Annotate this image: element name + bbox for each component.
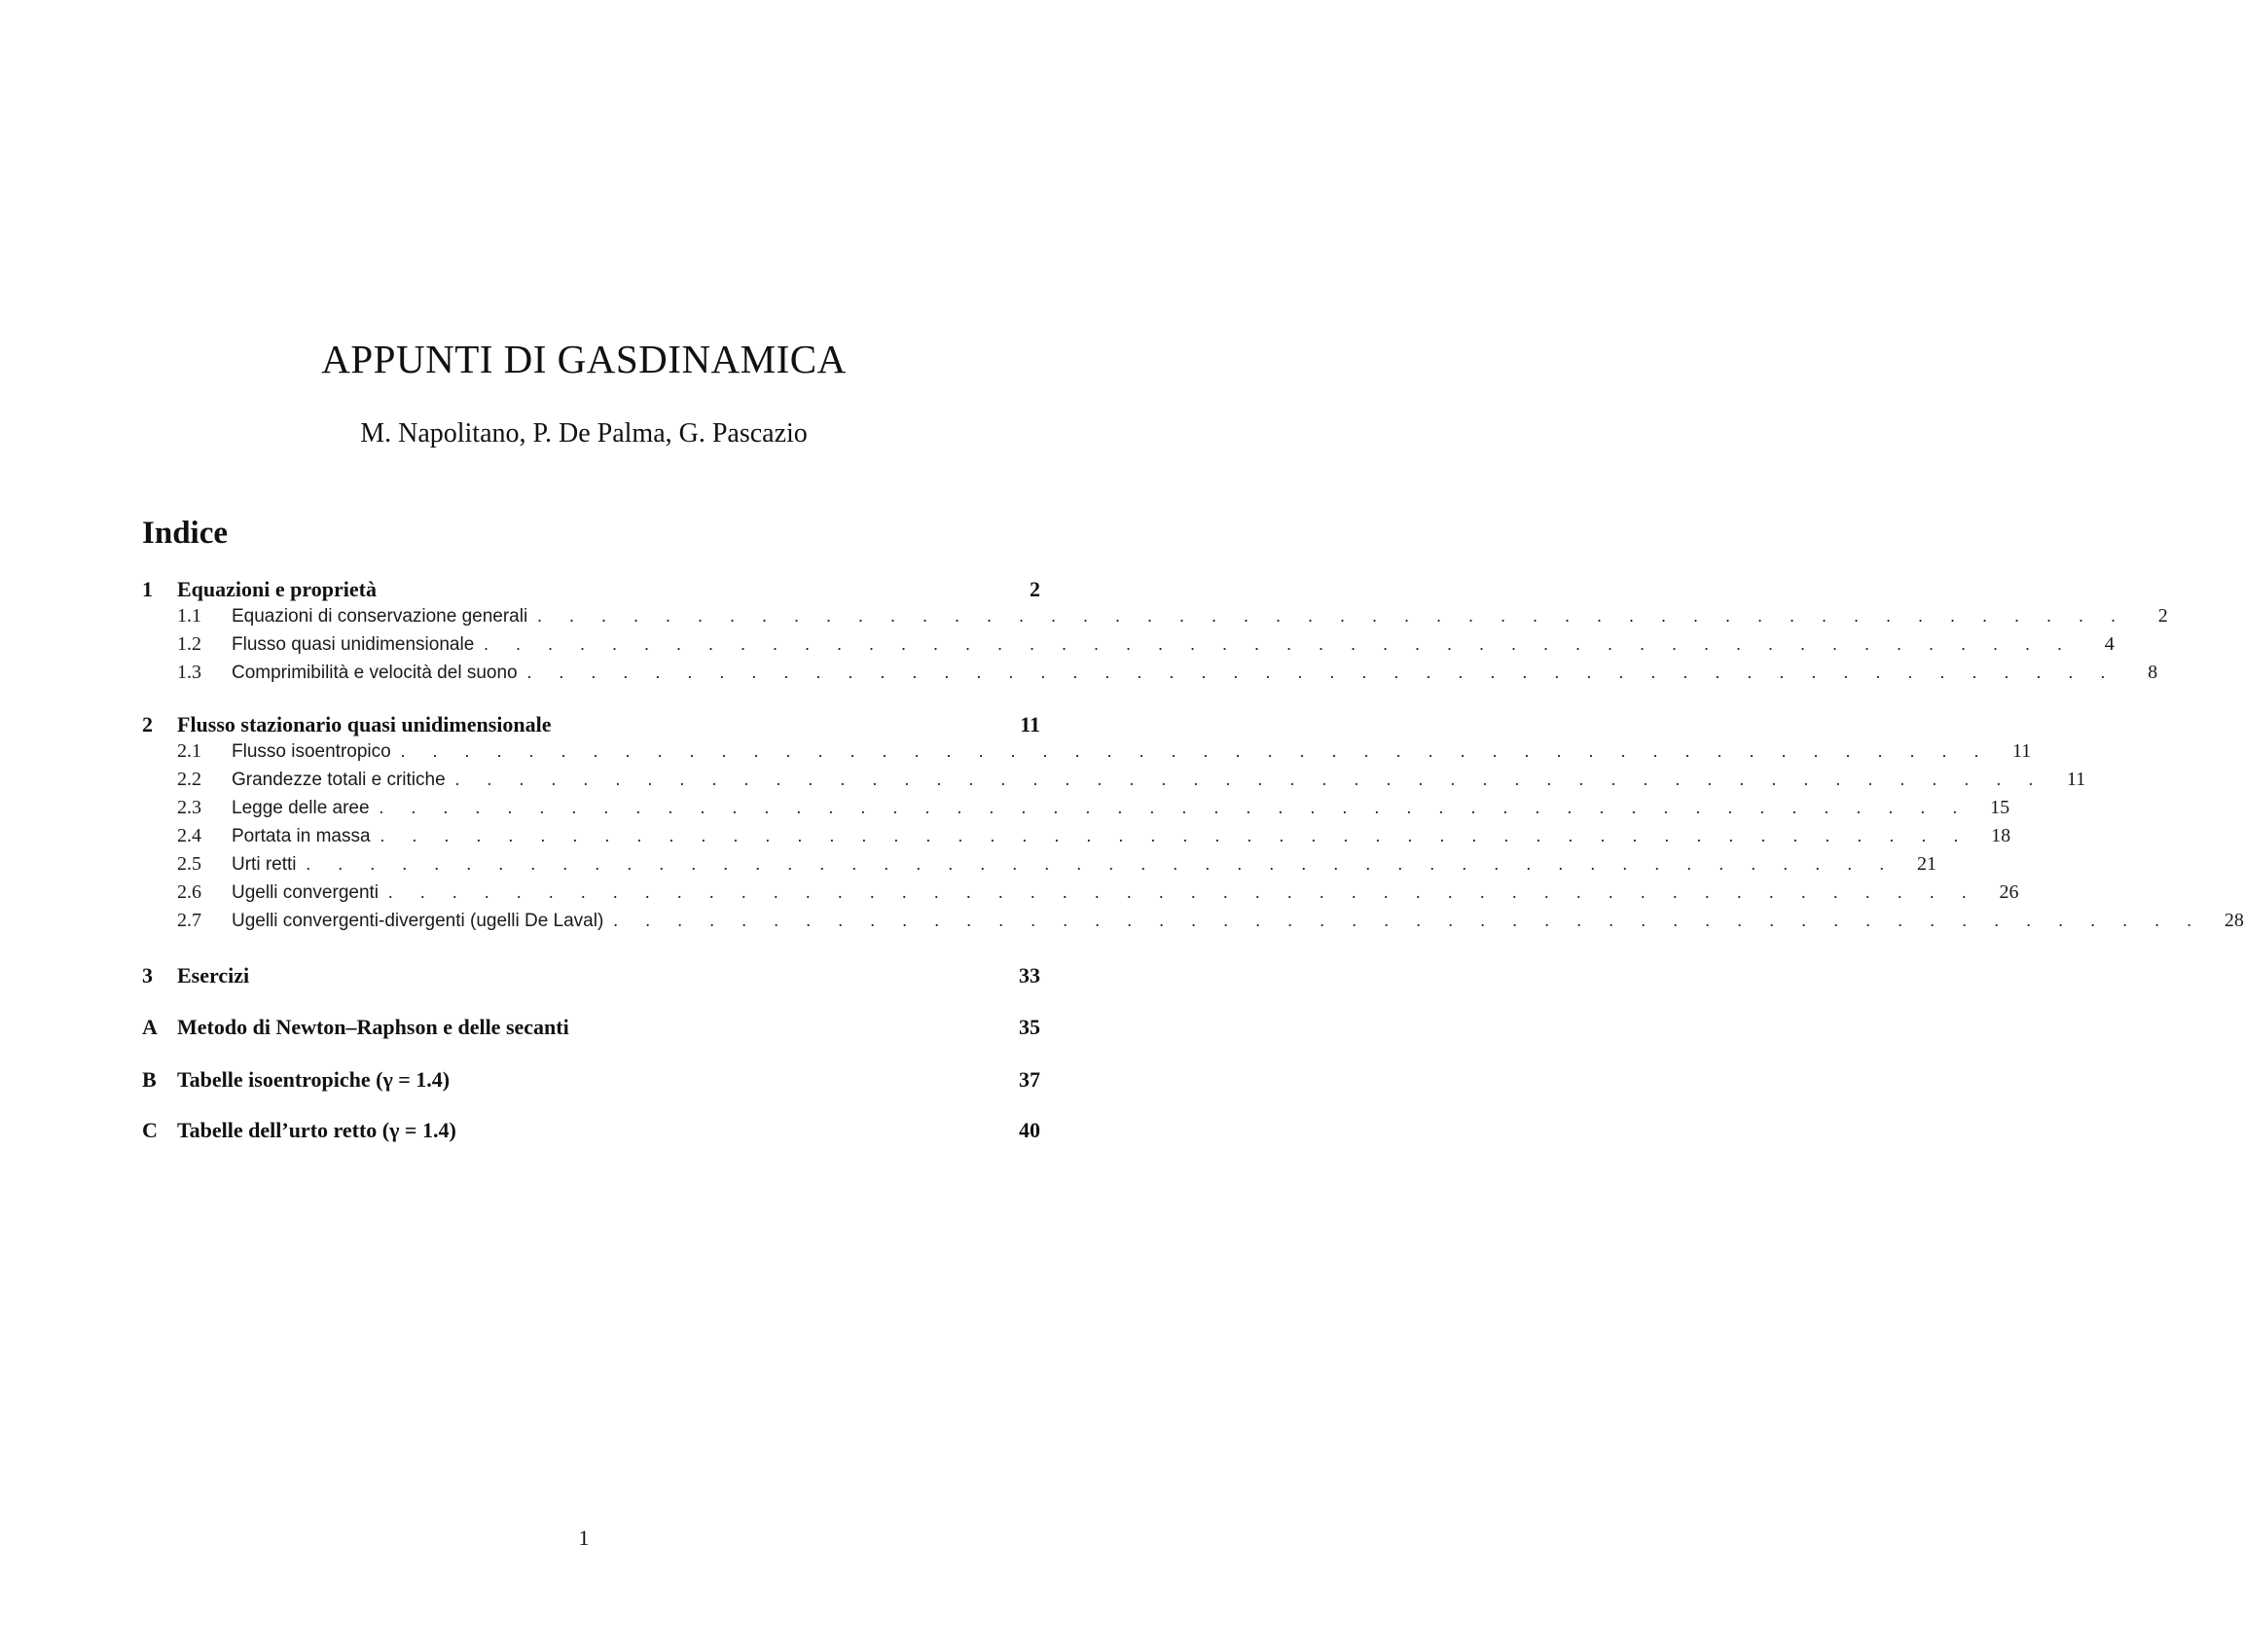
toc-section-title: Grandezze totali e critiche	[232, 770, 446, 790]
toc-section-number: 2.1	[177, 740, 201, 762]
toc-leader-dots: . . . . . . . . . . . . . . . . . . . . . . . . . . . . . . . . . . . . . . . . . . . . . . . . . .	[380, 826, 1971, 845]
toc-section-page: 4	[2104, 633, 2115, 655]
toc-section-entry[interactable]	[142, 797, 2010, 826]
toc-section-title: Flusso isoentropico	[232, 741, 391, 762]
toc-section-title: Equazioni di conservazione generali	[232, 606, 528, 627]
toc-section-title: Urti retti	[232, 854, 297, 875]
toc-heading: Indice	[142, 516, 229, 551]
toc-section-number: 1.2	[177, 633, 201, 655]
toc-chapter-entry[interactable]	[142, 1118, 1040, 1147]
document-title: APPUNTI DI GASDINAMICA	[321, 337, 847, 381]
toc-chapter-title: Flusso stazionario quasi unidimensionale	[177, 712, 552, 736]
toc-chapter-entry[interactable]	[142, 712, 1040, 741]
toc-section-page: 11	[2066, 769, 2086, 790]
toc-chapter-page: 40	[1019, 1118, 1040, 1142]
toc-chapter-title: Esercizi	[177, 963, 250, 988]
toc-section-number: 2.2	[177, 769, 201, 790]
toc-section-title: Ugelli convergenti	[232, 882, 380, 903]
toc-chapter-page: 35	[1019, 1015, 1040, 1039]
toc-section-title: Ugelli convergenti-divergenti (ugelli De Laval)	[232, 911, 604, 931]
toc-leader-dots: . . . . . . . . . . . . . . . . . . . . . . . . . . . . . . . . . . . . . . . . . . . . . . . . . .	[379, 798, 1970, 817]
toc-section-entry[interactable]	[142, 825, 2011, 854]
toc-section-page: 11	[2011, 740, 2032, 762]
toc-chapter-page: 11	[1020, 712, 1040, 736]
toc-section-title: Comprimibilità e velocità del suono	[232, 663, 518, 683]
toc-chapter-entry[interactable]	[142, 577, 1040, 606]
toc-section-number: 1.3	[177, 662, 201, 683]
toc-section-page: 18	[1991, 825, 2011, 846]
toc-leader-dots: . . . . . . . . . . . . . . . . . . . . . . . . . . . . . . . . . . . . . . . . . . . . . . . . . .	[537, 606, 2127, 626]
toc-chapter-entry[interactable]	[142, 963, 1040, 992]
toc-section-entry[interactable]	[142, 769, 2086, 798]
toc-section-number: 1.1	[177, 605, 201, 627]
toc-section-number: 2.7	[177, 910, 201, 931]
toc-chapter-title: Tabelle isoentropiche (γ = 1.4)	[177, 1067, 451, 1092]
toc-leader-dots: . . . . . . . . . . . . . . . . . . . . . . . . . . . . . . . . . . . . . . . . . . . . . . . . . .	[526, 663, 2117, 682]
toc-chapter-entry[interactable]	[142, 1015, 1040, 1044]
toc-chapter-title: Equazioni e proprietà	[177, 577, 377, 601]
toc-section-entry[interactable]	[142, 605, 2168, 634]
page-number: 1	[578, 1526, 590, 1550]
toc-section-number: 2.6	[177, 881, 201, 903]
toc-leader-dots: . . . . . . . . . . . . . . . . . . . . . . . . . . . . . . . . . . . . . . . . . . . . . . . . . .	[306, 854, 1896, 874]
document-authors: M. Napolitano, P. De Palma, G. Pascazio	[360, 418, 808, 449]
toc-chapter-number: A	[142, 1015, 158, 1039]
toc-section-page: 8	[2148, 662, 2158, 683]
toc-chapter-number: B	[142, 1067, 157, 1092]
toc-section-entry[interactable]	[142, 881, 2019, 911]
toc-chapter-entry[interactable]	[142, 1067, 1040, 1096]
toc-section-page: 15	[1990, 797, 2010, 818]
toc-section-entry[interactable]	[142, 910, 2244, 939]
toc-chapter-page: 2	[1030, 577, 1040, 601]
toc-chapter-number: 2	[142, 712, 153, 736]
toc-chapter-page: 37	[1019, 1067, 1040, 1092]
toc-leader-dots: . . . . . . . . . . . . . . . . . . . . . . . . . . . . . . . . . . . . . . . . . . . . . . . . . .	[388, 882, 1978, 902]
toc-chapter-number: 3	[142, 963, 153, 988]
toc-chapter-page: 33	[1019, 963, 1040, 988]
toc-chapter-title: Tabelle dell’urto retto (γ = 1.4)	[177, 1118, 456, 1142]
toc-leader-dots: . . . . . . . . . . . . . . . . . . . . . . . . . . . . . . . . . . . . . . . . . . . . . . . . . .	[400, 741, 1991, 761]
toc-section-entry[interactable]	[142, 633, 2115, 663]
toc-chapter-number: 1	[142, 577, 153, 601]
toc-leader-dots: . . . . . . . . . . . . . . . . . . . . . . . . . . . . . . . . . . . . . . . . . . . . . . . . . .	[484, 634, 2074, 654]
toc-section-page: 26	[1999, 881, 2019, 903]
toc-leader-dots: . . . . . . . . . . . . . . . . . . . . . . . . . . . . . . . . . . . . . . . . . . . . . . . . . .	[454, 770, 2045, 789]
toc-leader-dots: . . . . . . . . . . . . . . . . . . . . . . . . . . . . . . . . . . . . . . . . . . . . . . . . . .	[613, 911, 2203, 930]
toc-section-number: 2.5	[177, 853, 201, 875]
toc-section-entry[interactable]	[142, 662, 2158, 691]
toc-chapter-title: Metodo di Newton–Raphson e delle secanti	[177, 1015, 569, 1039]
toc-section-title: Portata in massa	[232, 826, 371, 846]
toc-section-number: 2.4	[177, 825, 201, 846]
toc-chapter-number: C	[142, 1118, 158, 1142]
toc-section-title: Legge delle aree	[232, 798, 370, 818]
toc-section-page: 21	[1917, 853, 1936, 875]
toc-section-entry[interactable]	[142, 740, 2032, 770]
toc-section-title: Flusso quasi unidimensionale	[232, 634, 475, 655]
toc-section-entry[interactable]	[142, 853, 1936, 882]
toc-section-page: 2	[2157, 605, 2168, 627]
toc-section-page: 28	[2224, 910, 2244, 931]
toc-section-number: 2.3	[177, 797, 201, 818]
